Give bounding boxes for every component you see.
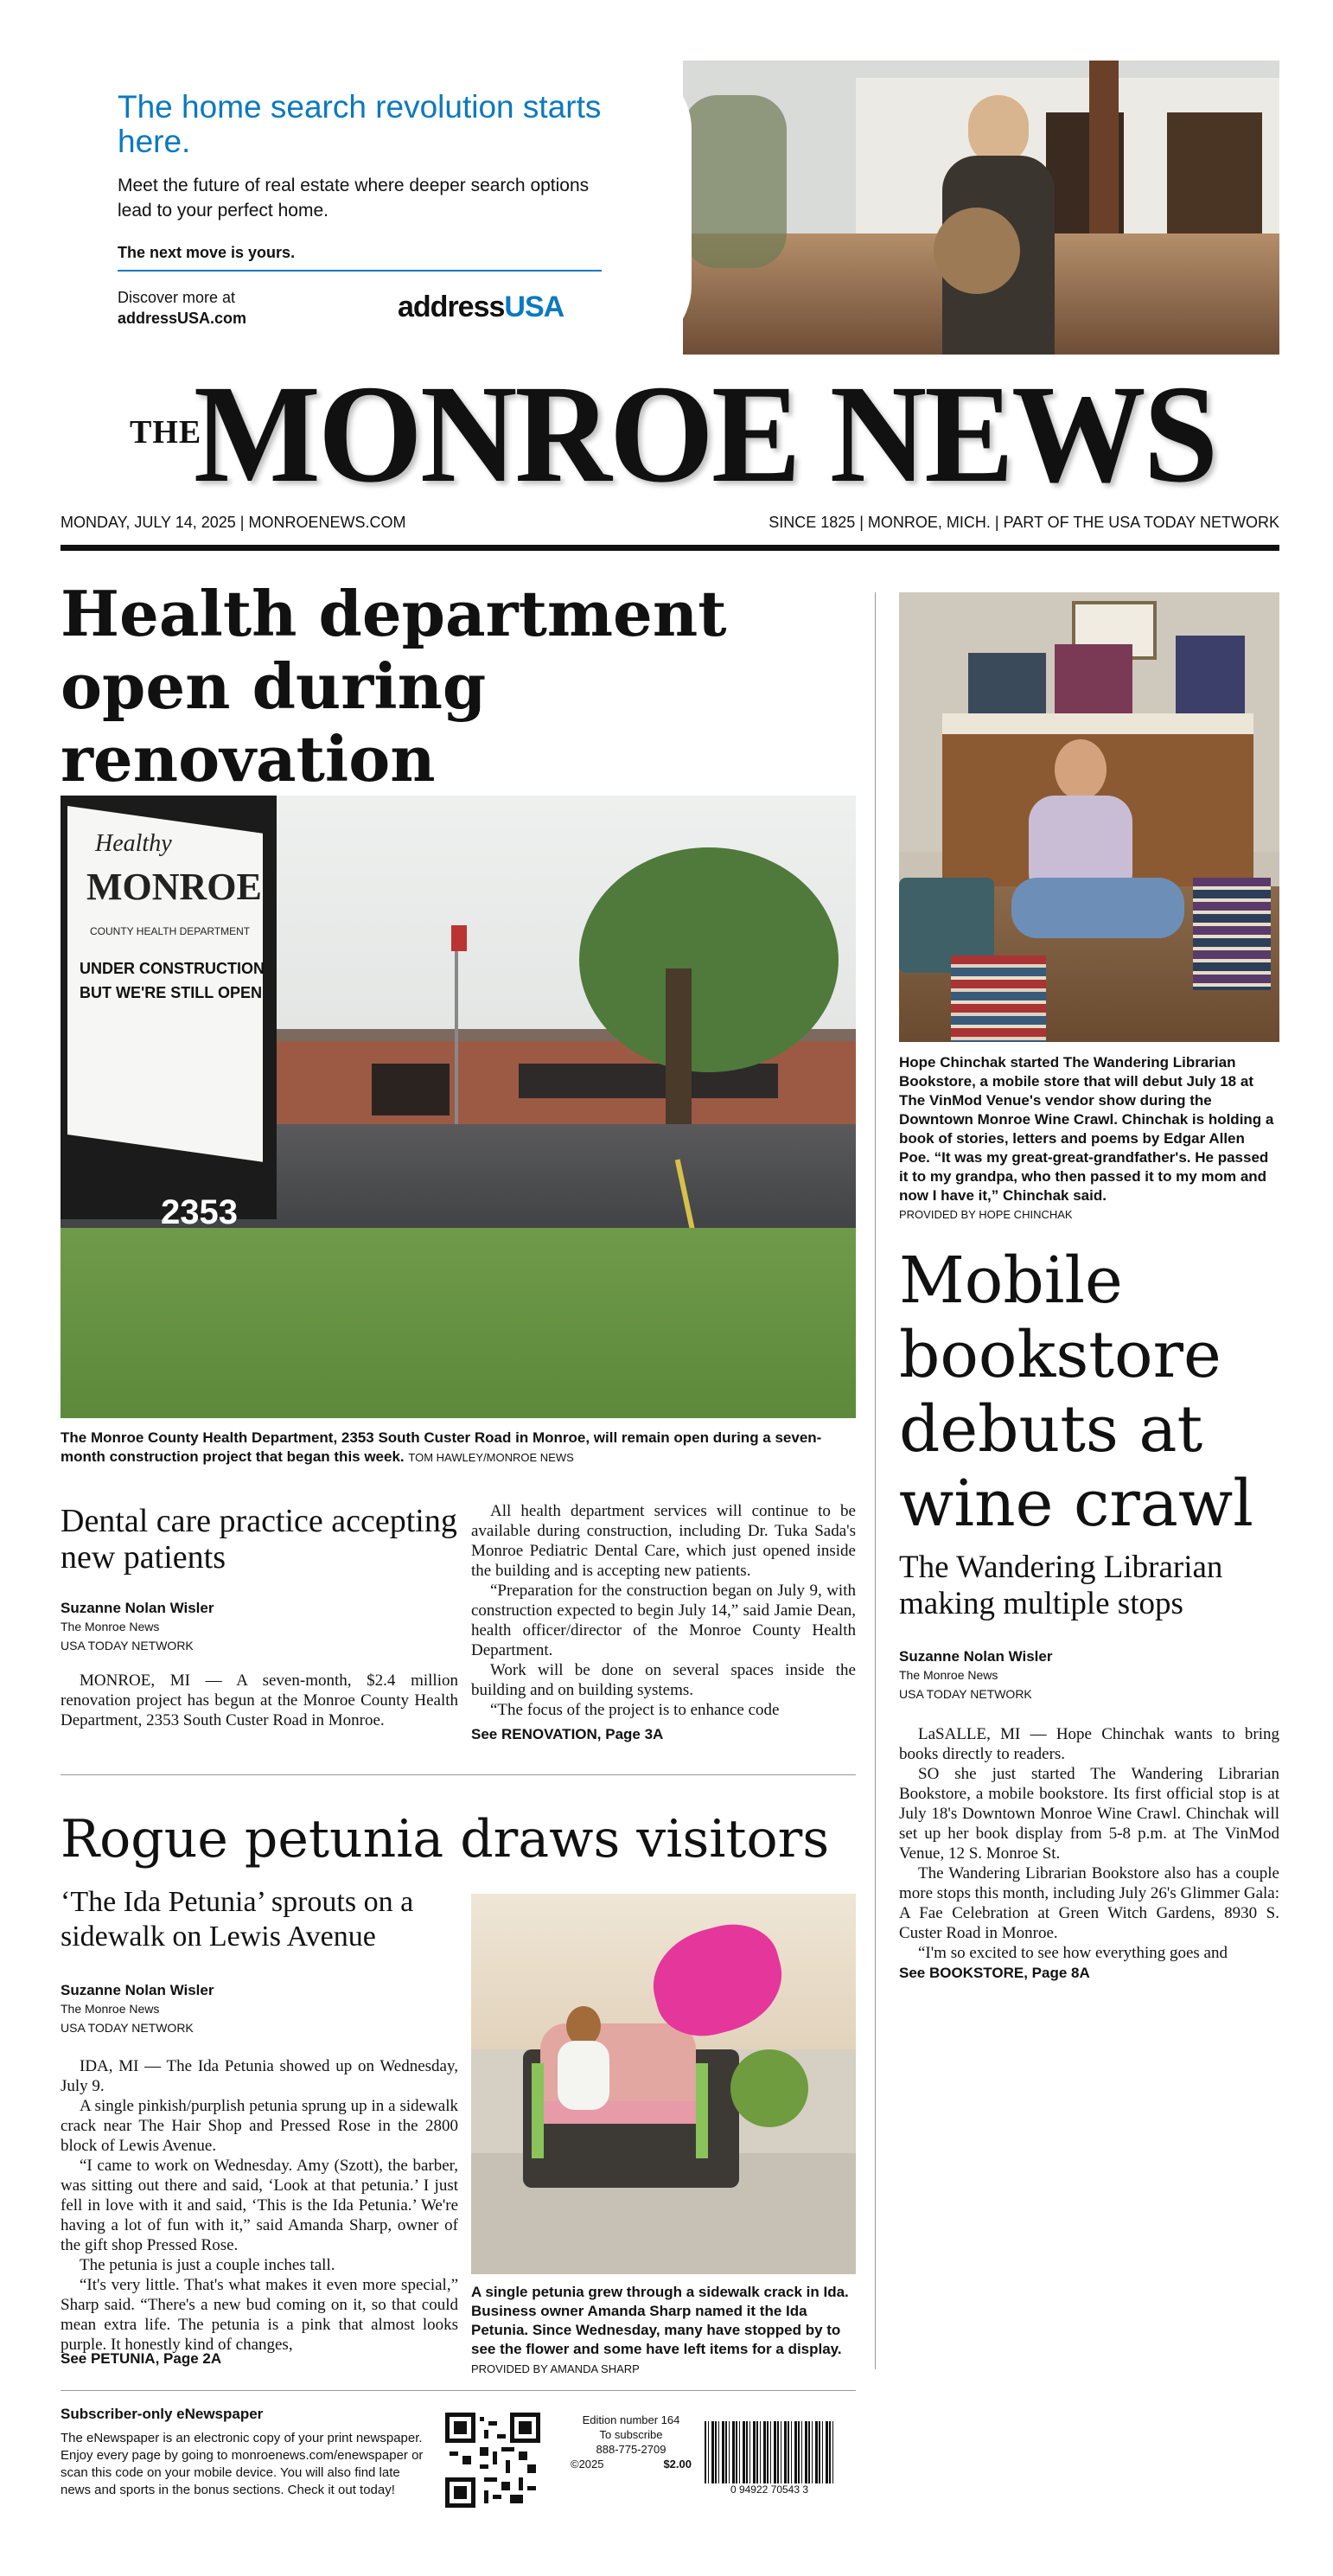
bookstore-paragraph: The Wandering Librarian Bookstore also has a couple more stops this month, including July 26's Glimmer Gala: A Fae Celebration at Green Witch Gardens, 8930 S. Custer Road in Monroe. xyxy=(899,1864,1279,1942)
bookstore-caption-text: Hope Chinchak started The Wandering Librarian Bookstore, a mobile store that will debut July 18 at The VinMod Venue's vendor show during the Downtown Monroe Wine Crawl. Chinchak is holding a book of stories, letters and poems by Edgar Allen Poe. “It was my great-great-grandfather's. He passed it to my grandpa, who then passed it to my mom and now I have it,” Chinchak said. xyxy=(899,1054,1274,1204)
petunia-jump[interactable]: See PETUNIA, Page 2A xyxy=(61,2350,222,2367)
petunia-paragraph: “I came to work on Wednesday. Amy (Szott), the barber, was sitting out there and said, ‘Look at that petunia.’ I just fell in love with it and said, ‘This is the Ida Petunia.’ We're having a lot of fun with it,” said Amanda Sharp, owner of the gift shop Pressed Rose. xyxy=(61,2157,458,2254)
ad-logo-a: address xyxy=(398,291,505,323)
ad-discover-label: Discover more at xyxy=(118,289,236,306)
bookstore-headline[interactable]: Mobile bookstore debuts at wine crawl xyxy=(899,1243,1253,1541)
copyright: ©2025 xyxy=(571,2458,604,2471)
sign-monroe: MONROE xyxy=(86,866,262,908)
sign-line1: UNDER CONSTRUCTION xyxy=(80,960,265,977)
footer-rule xyxy=(61,2390,856,2391)
lead-photo xyxy=(61,796,856,1418)
petunia-byline xyxy=(61,1982,458,2037)
barcode-number: 0 94922 70543 3 xyxy=(730,2483,809,2496)
sign-line2: BUT WE'RE STILL OPEN xyxy=(80,984,262,1001)
petunia-caption xyxy=(471,2283,856,2379)
enewspaper-title: Subscriber-only eNewspaper xyxy=(61,2406,264,2422)
lead-byline-org2: USA TODAY NETWORK xyxy=(61,1639,194,1652)
subscribe-phone[interactable]: 888-775-2709 xyxy=(596,2443,666,2456)
bookstore-body xyxy=(899,1724,1279,1963)
ad-logo-b: USA xyxy=(504,291,564,323)
petunia-body xyxy=(61,2056,458,2355)
bookstore-byline-org1: The Monroe News xyxy=(899,1668,998,1682)
petunia-byline-org1: The Monroe News xyxy=(61,2002,160,2016)
lead-subhead[interactable]: Dental care practice accepting new patients xyxy=(61,1503,457,1576)
sign-number: 2353 xyxy=(161,1193,238,1231)
sign-dept: COUNTY HEALTH DEPARTMENT xyxy=(90,925,251,937)
subscribe-label: To subscribe xyxy=(599,2428,663,2441)
petunia-paragraph: A single pinkish/purplish petunia sprung up in a sidewalk crack near The Hair Shop and Pressed Rose in the 2800 block of Lewis Avenue. xyxy=(61,2097,458,2155)
bookstore-paragraph: SO she just started The Wandering Librarian Bookstore, a mobile bookstore. Its first official stop is at July 18's Downtown Monroe Wine Crawl. Chinchak will set up her book display from 5-8 p.m. at The VinMod Venue, 12 S. Monroe St. xyxy=(899,1765,1279,1863)
price: $2.00 xyxy=(663,2458,692,2471)
petunia-credit: PROVIDED BY AMANDA SHARP xyxy=(471,2362,640,2375)
enewspaper-text: The eNewspaper is an electronic copy of your print newspaper. Enjoy every page by going to monroenews.com/enewspaper or scan this code on your mobile device. You will also find late news and sports in the bonus sections. Check it out today! xyxy=(61,2431,424,2497)
ad-url[interactable]: addressUSA.com xyxy=(118,310,247,327)
edition-number: Edition number 164 xyxy=(582,2413,680,2426)
ad-headline: The home search revolution starts here. xyxy=(118,89,602,159)
bookstore-subhead[interactable]: The Wandering Librarian making multiple stops xyxy=(899,1550,1223,1621)
lead-paragraph: MONROE, MI — A seven-month, $2.4 million renovation project has begun at the Monroe County Health Department, 2353 South Custer Road in Monroe. xyxy=(61,1672,458,1729)
lead-body-left xyxy=(61,1671,458,1730)
petunia-headline[interactable]: Rogue petunia draws visitors xyxy=(61,1809,830,1870)
ad-banner[interactable] xyxy=(61,61,1279,355)
ad-card xyxy=(61,61,692,355)
lead-caption xyxy=(61,1429,856,1467)
lead-byline xyxy=(61,1600,458,1655)
ad-photo xyxy=(683,61,1279,355)
bookstore-byline xyxy=(899,1648,1279,1703)
qr-code[interactable] xyxy=(445,2413,540,2508)
lead-credit: TOM HAWLEY/MONROE NEWS xyxy=(408,1451,574,1464)
masthead-info: SINCE 1825 | MONROE, MICH. | PART OF THE USA TODAY NETWORK xyxy=(769,514,1279,531)
ad-subtext: Meet the future of real estate where deeper search options lead to your perfect home. xyxy=(118,176,590,221)
petunia-caption-text: A single petunia grew through a sidewalk crack in Ida. Business owner Amanda Sharp named it the Ida Petunia. Since Wednesday, many have stopped by to see the flower and some have left items for a display. xyxy=(471,2284,849,2357)
petunia-byline-org2: USA TODAY NETWORK xyxy=(61,2021,194,2035)
ad-discover xyxy=(118,287,246,329)
edition-info xyxy=(571,2413,692,2471)
lead-paragraph: Work will be done on several spaces inside the building and on building systems. xyxy=(471,1661,856,1699)
lead-byline-org1: The Monroe News xyxy=(61,1620,160,1633)
lead-headline[interactable]: Health department open during renovation xyxy=(61,577,727,796)
lead-body-right xyxy=(471,1501,856,1720)
section-rule xyxy=(61,1774,856,1775)
bookstore-paragraph: LaSALLE, MI — Hope Chinchak wants to bring books directly to readers. xyxy=(899,1725,1279,1763)
petunia-photo xyxy=(471,1894,856,2274)
masthead-the: THE xyxy=(130,414,202,451)
lead-paragraph: All health department services will continue to be available during construction, including Dr. Tuka Sada's Monroe Pediatric Dental Care, which just opened inside the building and is accepting new patients. xyxy=(471,1502,856,1580)
ad-logo xyxy=(398,291,564,324)
lead-caption-text: The Monroe County Health Department, 2353 South Custer Road in Monroe, will remain open during a seven-month construction project that began this week. xyxy=(61,1429,822,1465)
ad-tagline: The next move is yours. xyxy=(118,244,296,261)
bookstore-byline-name: Suzanne Nolan Wisler xyxy=(899,1648,1053,1665)
lead-paragraph: “The focus of the project is to enhance code xyxy=(490,1701,780,1719)
lead-jump[interactable]: See RENOVATION, Page 3A xyxy=(471,1726,664,1742)
masthead-rule xyxy=(61,545,1279,551)
bookstore-photo xyxy=(899,592,1279,1042)
bookstore-caption xyxy=(899,1053,1279,1224)
petunia-paragraph: IDA, MI — The Ida Petunia showed up on Wednesday, July 9. xyxy=(61,2057,458,2095)
bookstore-paragraph: “I'm so excited to see how everything goes and xyxy=(918,1944,1228,1962)
bookstore-jump[interactable]: See BOOKSTORE, Page 8A xyxy=(899,1965,1090,1981)
lead-paragraph: “Preparation for the construction began on July 9, with construction expected to begin July 14,” said Jamie Dean, health officer/director of the Monroe County Health Department. xyxy=(471,1582,856,1659)
masthead-title[interactable]: MONROE NEWS xyxy=(194,357,1216,512)
lead-byline-name: Suzanne Nolan Wisler xyxy=(61,1600,214,1616)
petunia-subhead[interactable]: ‘The Ida Petunia’ sprouts on a sidewalk on Lewis Avenue xyxy=(61,1886,414,1953)
dateline: MONDAY, JULY 14, 2025 | MONROENEWS.COM xyxy=(61,514,406,531)
bookstore-byline-org2: USA TODAY NETWORK xyxy=(899,1687,1032,1701)
petunia-byline-name: Suzanne Nolan Wisler xyxy=(61,1982,214,1998)
column-divider xyxy=(875,592,876,2369)
sign-healthy: Healthy xyxy=(95,830,172,857)
ad-rule xyxy=(118,270,602,272)
enewspaper-promo xyxy=(61,2406,424,2499)
petunia-paragraph: “It's very little. That's what makes it even more special,” Sharp said. “There's a new bud coming on it, so that could mean extra life. The petunia is a pink that almost looks purple. It honestly kind of changes, xyxy=(61,2276,458,2354)
bookstore-credit: PROVIDED BY HOPE CHINCHAK xyxy=(899,1208,1073,1221)
barcode xyxy=(705,2421,834,2499)
petunia-paragraph: The petunia is just a couple inches tall. xyxy=(80,2256,335,2274)
